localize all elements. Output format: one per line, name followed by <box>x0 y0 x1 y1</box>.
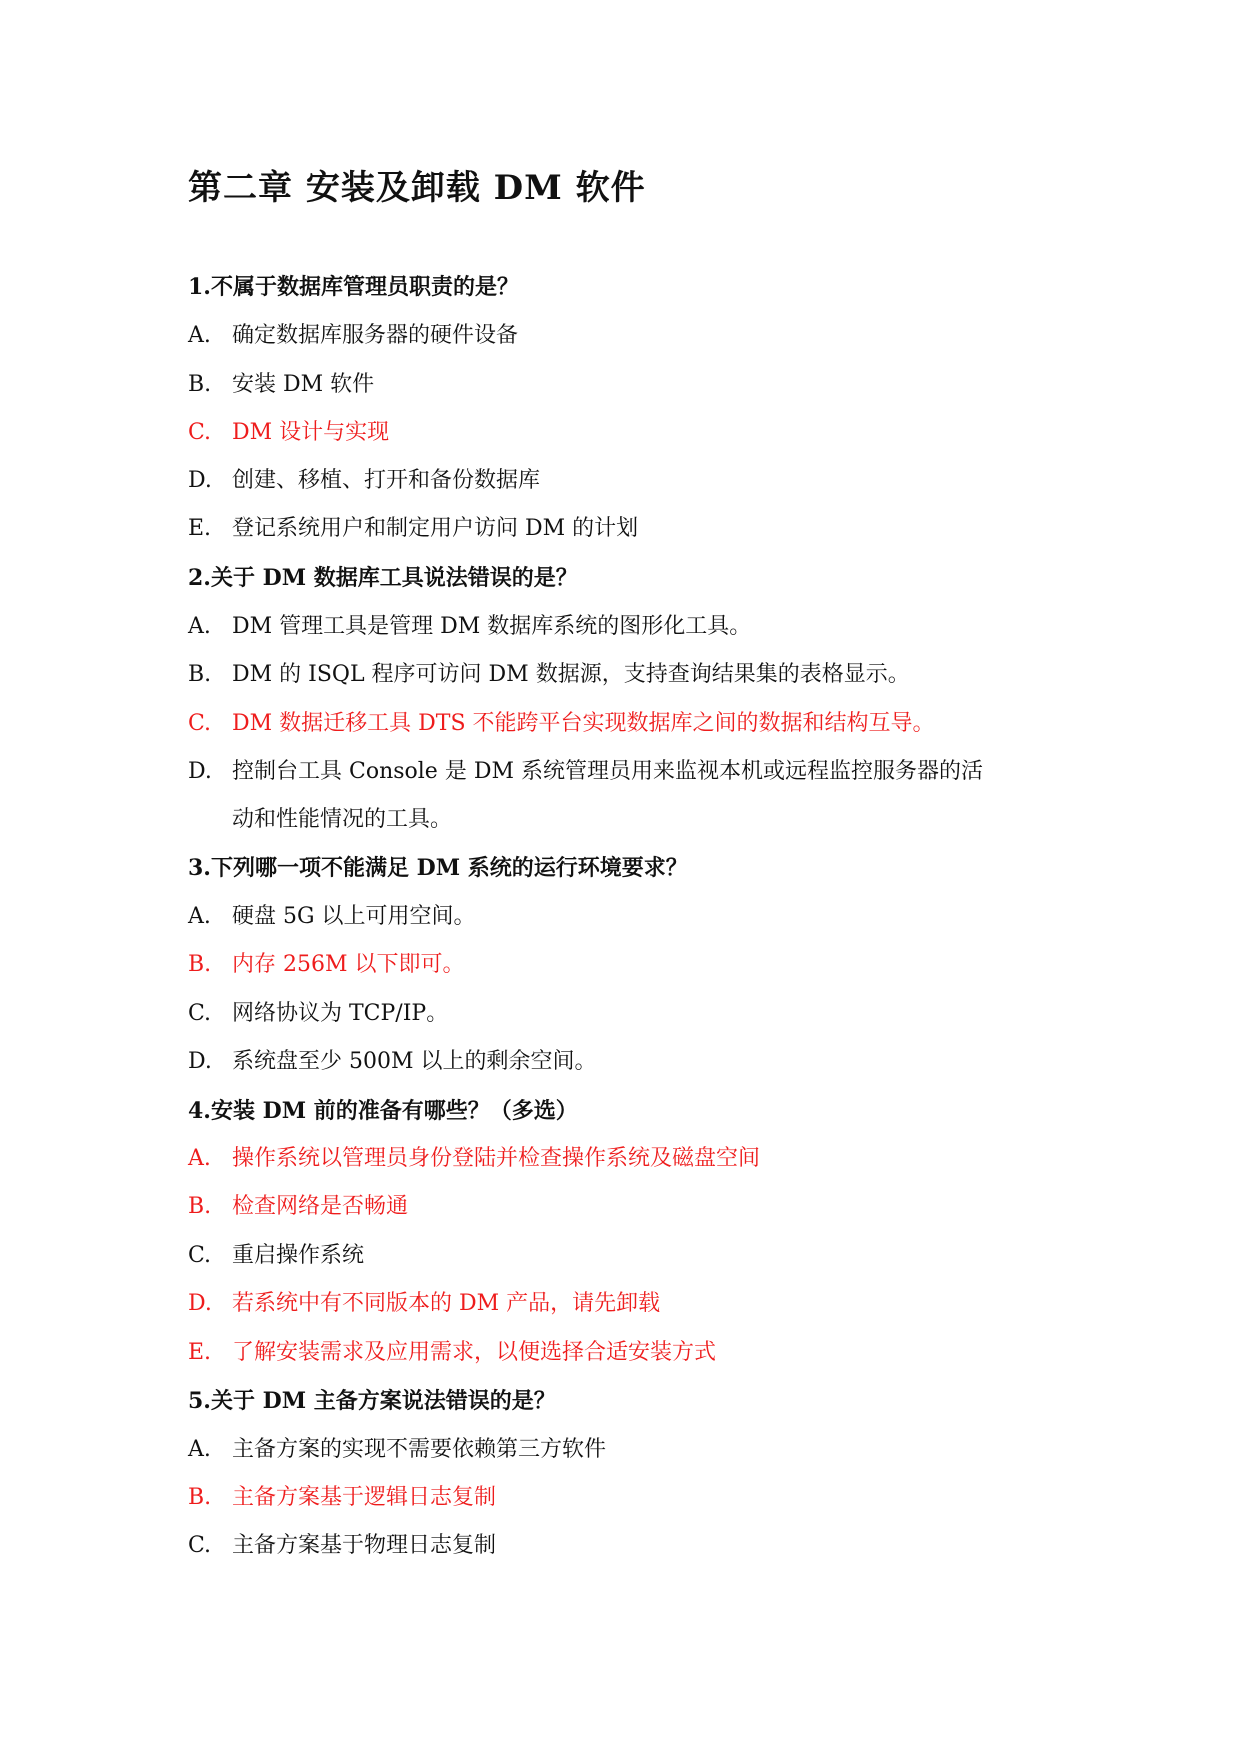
question-5: 5.关于 DM 主备方案说法错误的是？ <box>188 1388 556 1414</box>
question-4: 4.安装 DM 前的准备有哪些？（多选） <box>188 1098 578 1124</box>
question-1-option-d <box>188 466 540 496</box>
option-text: 若系统中有不同版本的 DM 产品，请先卸载 <box>232 1291 661 1316</box>
question-4-option-b-correct <box>188 1192 408 1222</box>
option-letter: C. <box>188 1533 212 1558</box>
question-3-option-a <box>188 902 476 932</box>
question-3-option-d <box>188 1047 597 1077</box>
option-letter: D. <box>188 1049 212 1074</box>
question-3: 3.下列哪一项不能满足 DM 系统的运行环境要求？ <box>188 855 688 881</box>
option-letter: C. <box>188 420 212 445</box>
option-text: 了解安装需求及应用需求，以便选择合适安装方式 <box>232 1340 717 1365</box>
question-3-option-b-correct <box>188 950 465 980</box>
option-letter: E. <box>188 1340 212 1365</box>
question-2-option-c-correct <box>188 709 935 739</box>
option-letter: D. <box>188 468 212 493</box>
question-4-option-a-correct <box>188 1144 760 1174</box>
option-letter: B. <box>188 662 212 687</box>
option-text: 重启操作系统 <box>232 1243 365 1268</box>
question-2: 2.关于 DM 数据库工具说法错误的是？ <box>188 565 578 591</box>
question-2-option-b <box>188 660 910 690</box>
option-letter: A. <box>188 904 211 929</box>
option-letter: B. <box>188 1194 212 1219</box>
option-letter: C. <box>188 1243 212 1268</box>
option-text: DM 管理工具是管理 DM 数据库系统的图形化工具。 <box>232 614 752 639</box>
question-2-option-d <box>188 757 983 787</box>
option-text: DM 的 ISQL 程序可访问 DM 数据源，支持查询结果集的表格显示。 <box>232 662 910 687</box>
question-2-option-a <box>188 612 751 642</box>
option-letter: B. <box>188 1485 212 1510</box>
question-4-option-d-correct <box>188 1289 660 1319</box>
question-1-option-a <box>188 321 518 351</box>
question-1-option-c-correct <box>188 418 389 448</box>
option-letter: C. <box>188 1001 212 1026</box>
question-5-option-c <box>188 1531 496 1561</box>
option-letter: D. <box>188 1291 212 1316</box>
option-letter: B. <box>188 952 212 977</box>
question-4-option-c <box>188 1241 364 1271</box>
option-text: 控制台工具 Console 是 DM 系统管理员用来监视本机或远程监控服务器的活 <box>232 759 983 784</box>
option-text: 网络协议为 TCP/IP。 <box>232 1001 449 1026</box>
question-5-option-a <box>188 1435 606 1465</box>
option-letter: E. <box>188 516 212 541</box>
option-text: 创建、移植、打开和备份数据库 <box>232 468 541 493</box>
question-1-option-b <box>188 370 374 400</box>
question-1: 1.不属于数据库管理员职责的是？ <box>188 274 519 300</box>
option-text: 检查网络是否畅通 <box>232 1194 409 1219</box>
option-text: 内存 256M 以下即可。 <box>232 952 465 977</box>
option-text: DM 数据迁移工具 DTS 不能跨平台实现数据库之间的数据和结构互导。 <box>232 711 935 736</box>
option-letter: D. <box>188 759 212 784</box>
option-text: 操作系统以管理员身份登陆并检查操作系统及磁盘空间 <box>232 1146 761 1171</box>
chapter-title: 第二章 安装及卸载 DM 软件 <box>188 168 646 208</box>
option-letter: B. <box>188 372 212 397</box>
question-1-option-e <box>188 514 638 544</box>
option-text: 硬盘 5G 以上可用空间。 <box>232 904 476 929</box>
option-text: 确定数据库服务器的硬件设备 <box>232 323 519 348</box>
option-text: 安装 DM 软件 <box>232 372 375 397</box>
option-letter: A. <box>188 323 211 348</box>
question-2-option-d-continuation: 动和性能情况的工具。 <box>232 807 453 832</box>
option-text: 登记系统用户和制定用户访问 DM 的计划 <box>232 516 639 541</box>
option-text: 系统盘至少 500M 以上的剩余空间。 <box>232 1049 597 1074</box>
option-text: 主备方案基于逻辑日志复制 <box>232 1485 497 1510</box>
option-text: 主备方案的实现不需要依赖第三方软件 <box>232 1437 607 1462</box>
option-text: DM 设计与实现 <box>232 420 390 445</box>
option-letter: C. <box>188 711 212 736</box>
question-5-option-b-correct <box>188 1483 496 1513</box>
option-text: 主备方案基于物理日志复制 <box>232 1533 497 1558</box>
question-4-option-e-correct <box>188 1338 716 1368</box>
question-3-option-c <box>188 999 448 1029</box>
option-letter: A. <box>188 1437 211 1462</box>
option-letter: A. <box>188 614 211 639</box>
option-letter: A. <box>188 1146 211 1171</box>
